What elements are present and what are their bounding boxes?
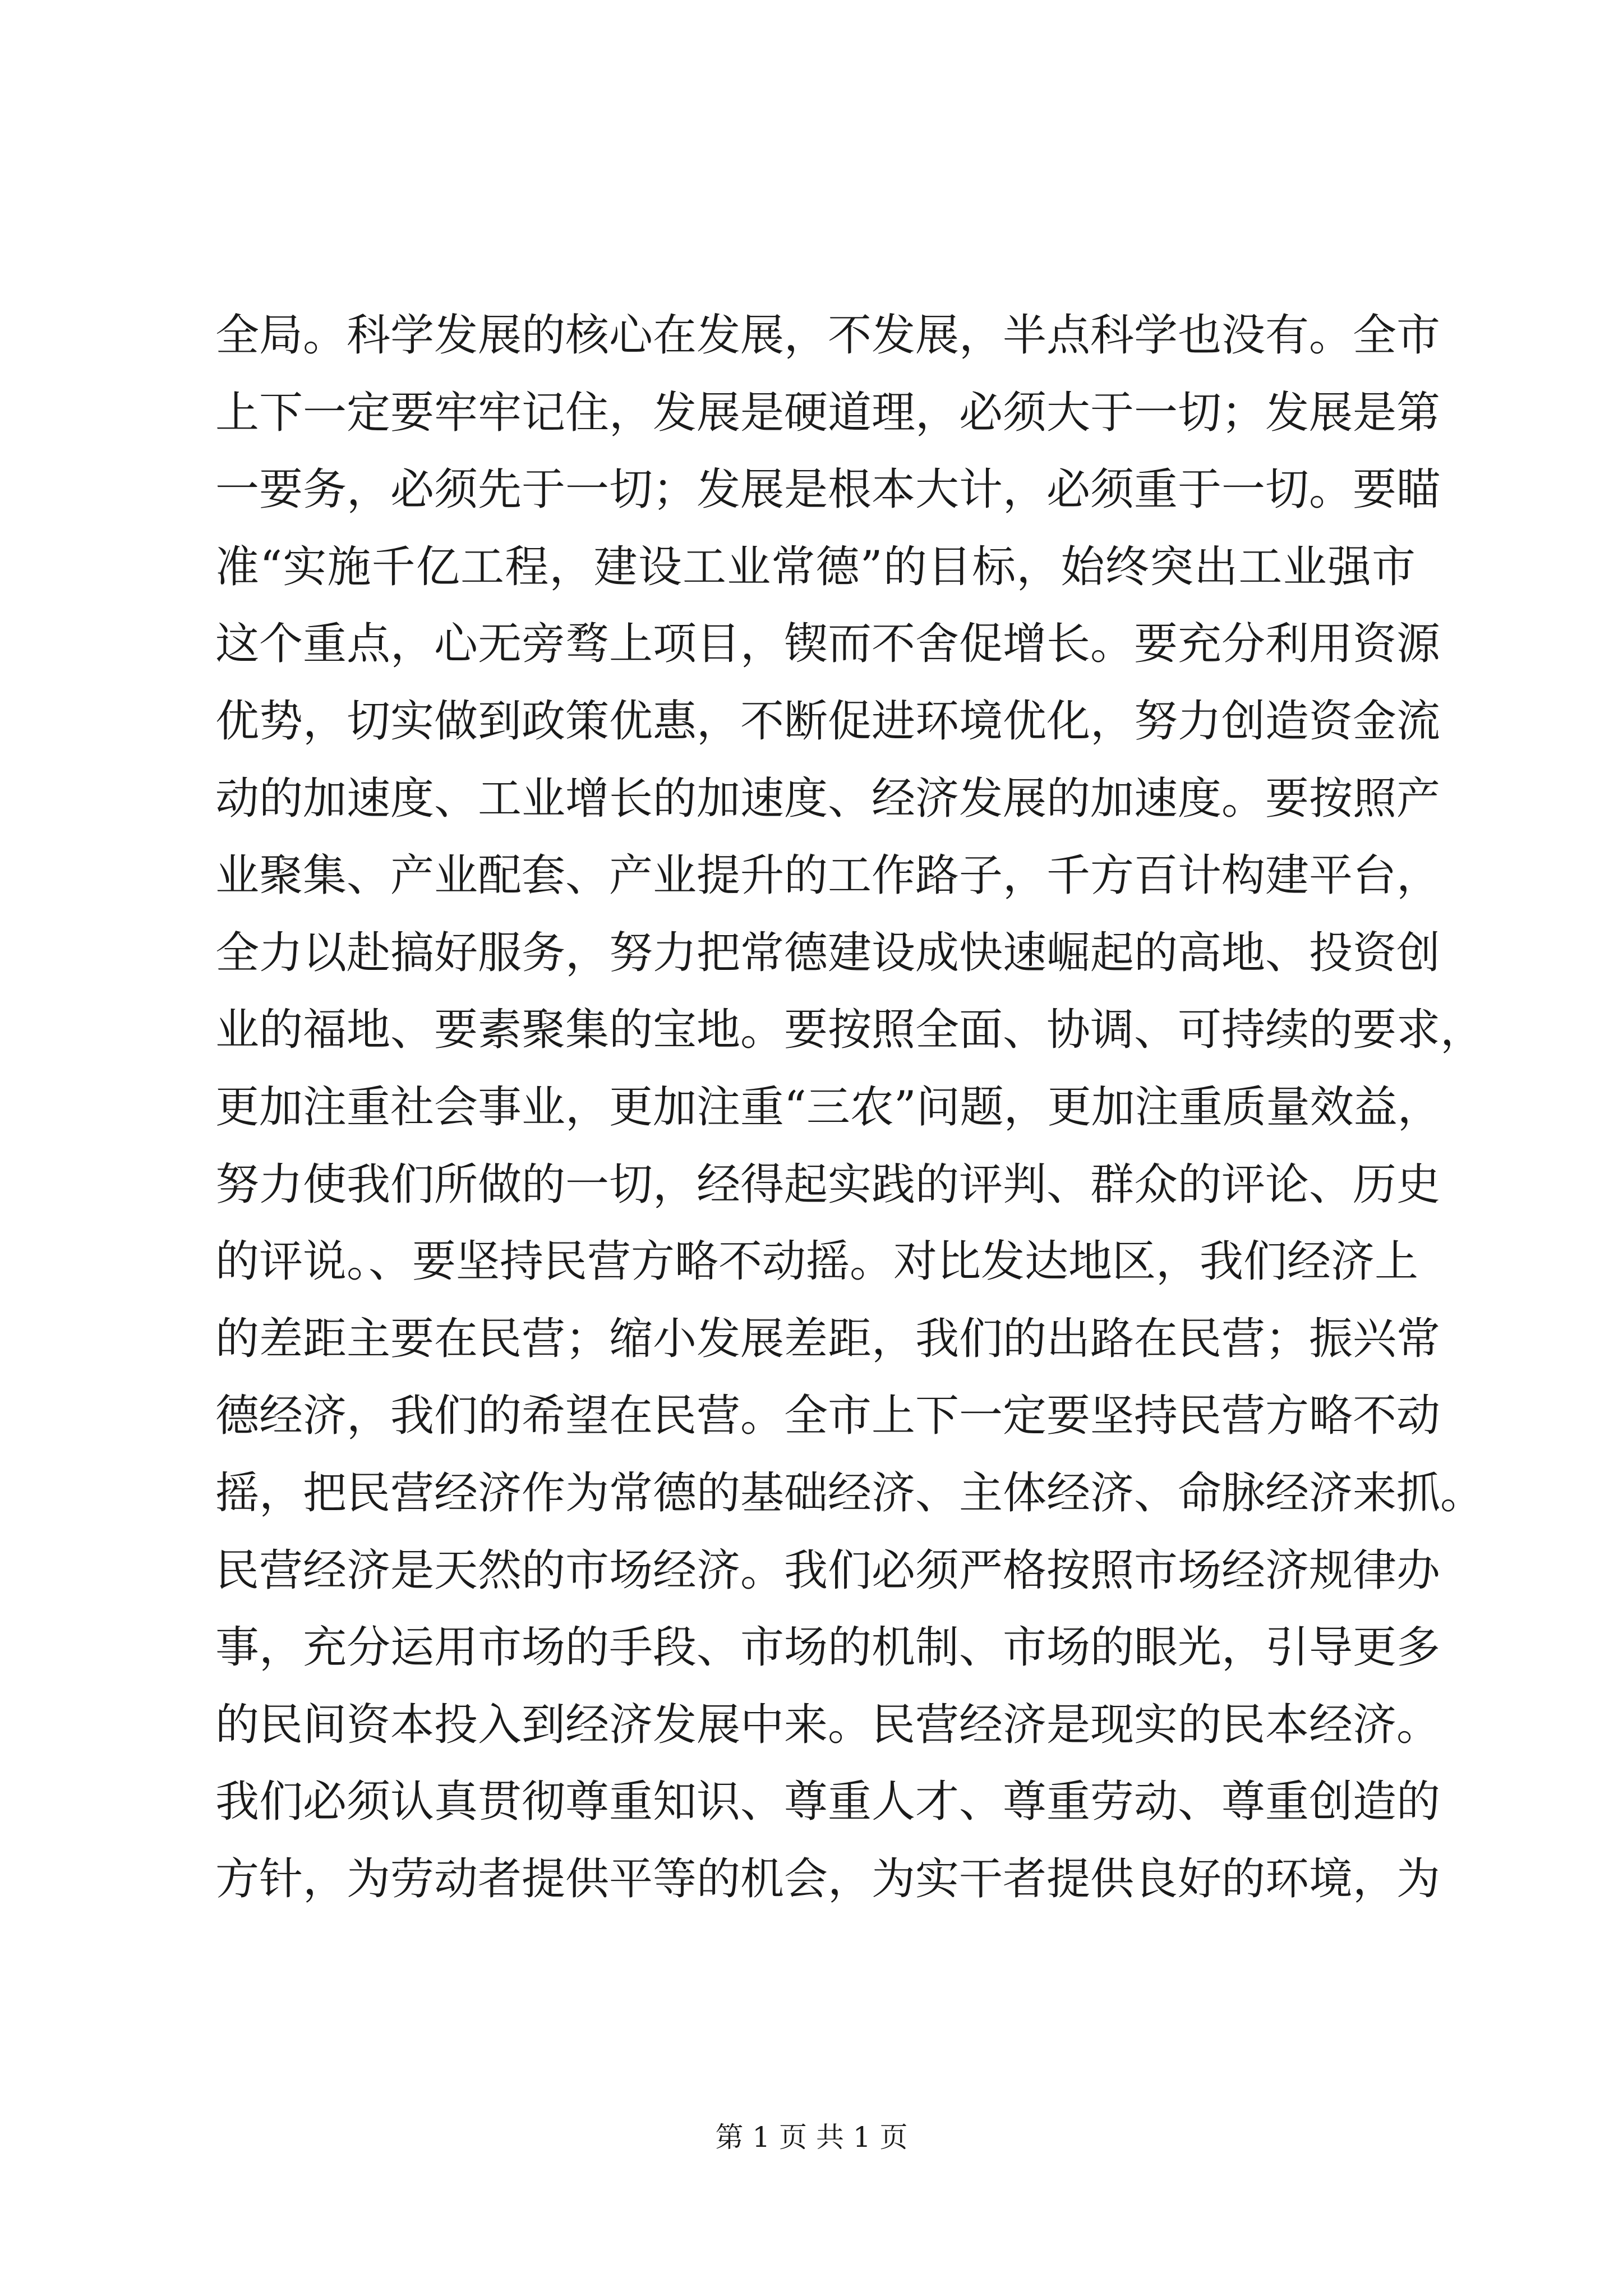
text-line: 全局。科学发展的核心在发展，不发展，半点科学也没有。全市	[215, 310, 1441, 361]
page-number-label: 第 1 页 共 1 页	[715, 2121, 908, 2154]
page-footer	[0, 2118, 1623, 2157]
text-line: 的差距主要在民营；缩小发展差距，我们的出路在民营；振兴常	[215, 1313, 1441, 1364]
text-line: 德经济，我们的希望在民营。全市上下一定要坚持民营方略不动	[215, 1391, 1441, 1442]
text-line: 这个重点，心无旁骛上项目，锲而不舍促增长。要充分利用资源	[215, 619, 1441, 670]
text-line: 更加注重社会事业，更加注重“三农”问题，更加注重质量效益，	[215, 1082, 1441, 1133]
text-line: 准“实施千亿工程，建设工业常德”的目标，始终突出工业强市	[215, 541, 1415, 592]
body-text	[215, 297, 1484, 1918]
text-line: 一要务，必须先于一切；发展是根本大计，必须重于一切。要瞄	[215, 464, 1441, 516]
text-line: 我们必须认真贯彻尊重知识、尊重人才、尊重劳动、尊重创造的	[215, 1777, 1441, 1828]
text-line: 摇，把民营经济作为常德的基础经济、主体经济、命脉经济来抓。	[215, 1467, 1484, 1519]
text-line: 全力以赴搞好服务，努力把常德建设成快速崛起的高地、投资创	[215, 927, 1441, 978]
text-line: 努力使我们所做的一切，经得起实践的评判、群众的评论、历史	[215, 1159, 1441, 1210]
text-line: 民营经济是天然的市场经济。我们必须严格按照市场经济规律办	[215, 1545, 1441, 1596]
text-line: 优势，切实做到政策优惠，不断促进环境优化，努力创造资金流	[215, 696, 1441, 747]
text-line: 方针，为劳动者提供平等的机会，为实干者提供良好的环境，为	[215, 1853, 1441, 1904]
text-line: 业聚集、产业配套、产业提升的工作路子，千方百计构建平台，	[215, 850, 1441, 901]
text-line: 上下一定要牢牢记住，发展是硬道理，必须大于一切；发展是第	[215, 387, 1441, 438]
text-line: 的民间资本投入到经济发展中来。民营经济是现实的民本经济。	[215, 1699, 1441, 1750]
text-line: 事，充分运用市场的手段、市场的机制、市场的眼光，引导更多	[215, 1622, 1441, 1673]
text-line: 业的福地、要素聚集的宝地。要按照全面、协调、可持续的要求，	[215, 1005, 1484, 1056]
text-line: 的评说。、要坚持民营方略不动摇。对比发达地区，我们经济上	[215, 1236, 1419, 1287]
text-line: 动的加速度、工业增长的加速度、经济发展的加速度。要按照产	[215, 773, 1441, 824]
